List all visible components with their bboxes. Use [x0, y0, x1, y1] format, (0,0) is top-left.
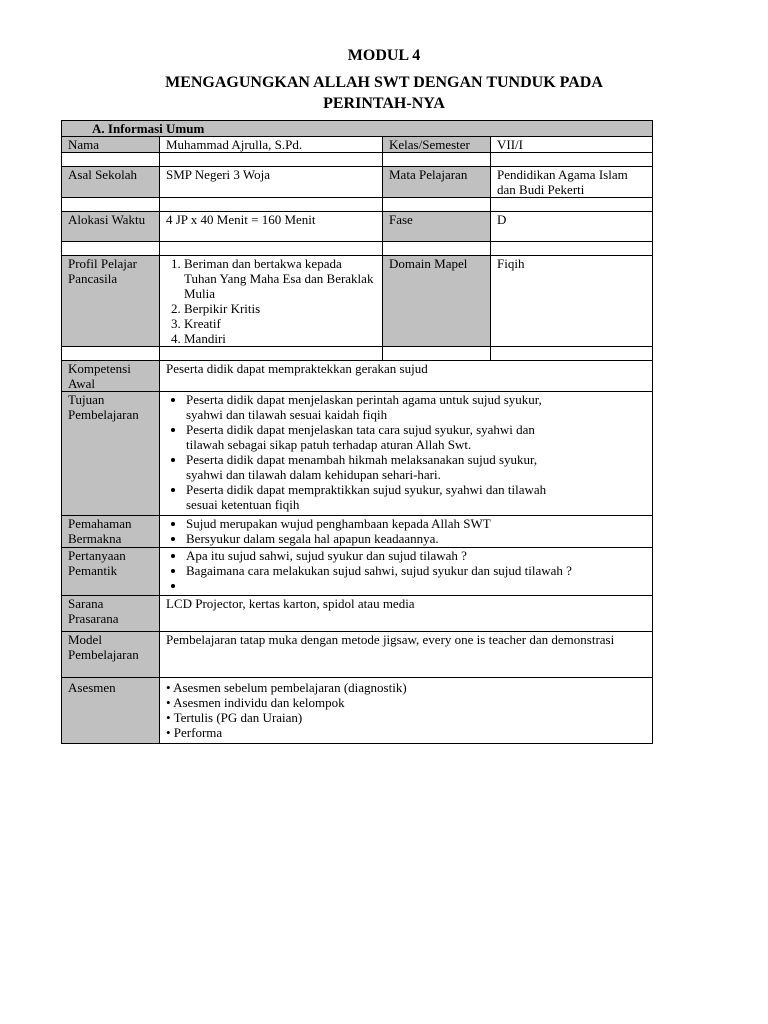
module-number: MODUL 4	[347, 47, 421, 64]
asesmen-list-cell	[160, 678, 653, 744]
spacer-row	[62, 242, 653, 256]
asesmen-label: Asesmen	[62, 678, 160, 744]
sekolah-label: Asal Sekolah	[62, 167, 160, 198]
list-item: 3. Kreatif	[184, 316, 376, 331]
alokasi-label: Alokasi Waktu	[62, 212, 160, 242]
list-item: • Sujud merupakan wujud penghambaan kepada Allah SWT	[186, 516, 646, 531]
info-table	[61, 120, 653, 744]
profil-list-cell	[160, 256, 383, 347]
pemahaman-list-cell	[160, 516, 653, 548]
kompetensi-label: Kompetensi Awal	[62, 361, 160, 392]
section-header-row	[62, 121, 653, 137]
asesmen-list	[166, 680, 646, 740]
spacer-row	[62, 153, 653, 167]
profil-label: Profil Pelajar Pancasila	[62, 256, 160, 347]
section-header: A. Informasi Umum	[62, 121, 653, 137]
mapel-value: Pendidikan Agama Islam dan Budi Pekerti	[491, 167, 653, 198]
spacer-row	[62, 347, 653, 361]
kelas-label: Kelas/Semester	[383, 137, 491, 153]
model-value: Pembelajaran tatap muka dengan metode jigsaw, every one is teacher dan demonstrasi	[160, 632, 653, 678]
pemahaman-list	[166, 516, 646, 546]
sarana-value: LCD Projector, kertas karton, spidol atau media	[160, 596, 653, 632]
table-row	[62, 516, 653, 548]
pertanyaan-label: Pertanyaan Pemantik	[62, 548, 160, 596]
fase-value: D	[491, 212, 653, 242]
table-row	[62, 392, 653, 516]
module-title-line2: PERINTAH-NYA	[323, 95, 445, 112]
module-title-line1: MENGAGUNGKAN ALLAH SWT DENGAN TUNDUK PADA	[165, 74, 603, 91]
table-row	[62, 256, 653, 347]
list-item: • Peserta didik dapat menambah hikmah melaksanakan sujud syukur, syahwi dan tilawah dalam kehidupan sehari-hari.	[186, 452, 562, 482]
spacer-row	[62, 198, 653, 212]
table-row	[62, 167, 653, 198]
table-row	[62, 596, 653, 632]
list-item: • Asesmen individu dan kelompok	[166, 695, 345, 710]
fase-label: Fase	[383, 212, 491, 242]
nama-label: Nama	[62, 137, 160, 153]
table-row	[62, 212, 653, 242]
pertanyaan-list	[166, 548, 646, 593]
sekolah-value: SMP Negeri 3 Woja	[160, 167, 383, 198]
list-item: 2. Berpikir Kritis	[184, 301, 376, 316]
list-item	[186, 578, 646, 593]
pemahaman-label: Pemahaman Bermakna	[62, 516, 160, 548]
table-row	[62, 548, 653, 596]
tujuan-list-cell	[160, 392, 653, 516]
model-label: Model Pembelajaran	[62, 632, 160, 678]
list-item: • Tertulis (PG dan Uraian)	[166, 710, 303, 725]
list-item: • Peserta didik dapat menjelaskan tata cara sujud syukur, syahwi dan tilawah sebagai sikap patuh terhadap aturan Allah Swt.	[186, 422, 562, 452]
sarana-label: Sarana Prasarana	[62, 596, 160, 632]
profil-list	[164, 256, 376, 346]
domain-value: Fiqih	[491, 256, 653, 347]
kompetensi-value: Peserta didik dapat mempraktekkan gerakan sujud	[160, 361, 653, 392]
list-item: • Bersyukur dalam segala hal apapun keadaannya.	[186, 531, 646, 546]
alokasi-value: 4 JP x 40 Menit = 160 Menit	[160, 212, 383, 242]
tujuan-label: Tujuan Pembelajaran	[62, 392, 160, 516]
table-row	[62, 632, 653, 678]
list-item: • Peserta didik dapat menjelaskan perintah agama untuk sujud syukur, syahwi dan tilawah sesuai kaidah fiqih	[186, 392, 562, 422]
list-item: • Performa	[166, 725, 223, 740]
list-item: 1. Beriman dan bertakwa kepada Tuhan Yang Maha Esa dan Beraklak Mulia	[184, 256, 376, 301]
domain-label: Domain Mapel	[383, 256, 491, 347]
nama-value: Muhammad Ajrulla, S.Pd.	[160, 137, 383, 153]
list-item: • Apa itu sujud sahwi, sujud syukur dan sujud tilawah ?	[186, 548, 646, 563]
list-item: • Asesmen sebelum pembelajaran (diagnostik)	[166, 680, 407, 695]
list-item: 4. Mandiri	[184, 331, 376, 346]
table-row	[62, 361, 653, 392]
kelas-value: VII/I	[491, 137, 653, 153]
table-row	[62, 678, 653, 744]
tujuan-list	[166, 392, 562, 512]
pertanyaan-list-cell	[160, 548, 653, 596]
list-item: • Bagaimana cara melakukan sujud sahwi, sujud syukur dan sujud tilawah ?	[186, 563, 646, 578]
list-item: • Peserta didik dapat mempraktikkan sujud syukur, syahwi dan tilawah sesuai ketentuan fiqih	[186, 482, 562, 512]
table-row	[62, 137, 653, 153]
mapel-label: Mata Pelajaran	[383, 167, 491, 198]
